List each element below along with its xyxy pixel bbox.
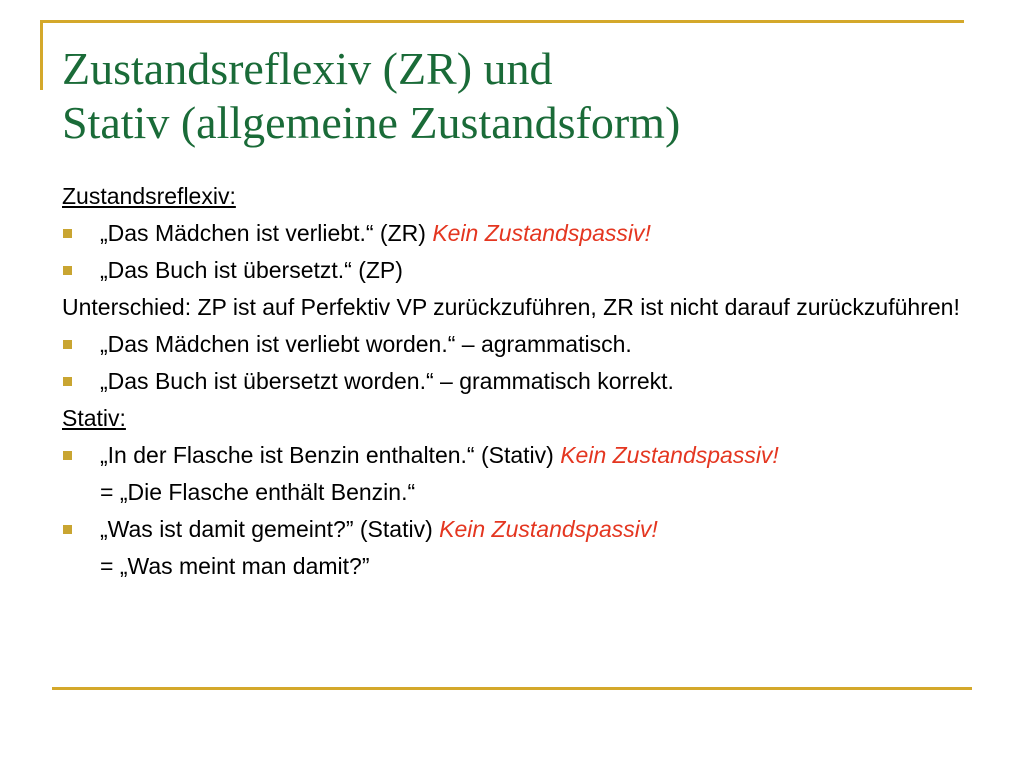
- top-rule: [40, 20, 964, 23]
- example-text: „Das Buch ist übersetzt worden.“ – grammatisch korrekt.: [100, 368, 674, 394]
- slide-title: [62, 42, 680, 150]
- title-line-1: Zustandsreflexiv (ZR) und: [62, 43, 553, 94]
- difference-text: Unterschied: ZP ist auf Perfektiv VP zurückzuführen, ZR ist nicht darauf zurückzuführen!: [62, 294, 960, 320]
- example-text: „In der Flasche ist Benzin enthalten.“ (Stativ): [100, 442, 561, 468]
- slide-content: [62, 183, 982, 590]
- section-heading-stativ: Stativ:: [62, 405, 126, 431]
- title-line-2: Stativ (allgemeine Zustandsform): [62, 97, 681, 148]
- square-bullet-icon: [63, 525, 72, 534]
- square-bullet-icon: [63, 451, 72, 460]
- square-bullet-icon: [63, 229, 72, 238]
- example-text: „Das Buch ist übersetzt.“ (ZP): [100, 257, 403, 283]
- note-text: Kein Zustandspassiv!: [439, 516, 658, 542]
- paraphrase-text: = „Die Flasche enthält Benzin.“: [100, 479, 416, 505]
- bullet-item: [62, 220, 982, 247]
- example-text: „Was ist damit gemeint?” (Stativ): [100, 516, 440, 542]
- square-bullet-icon: [63, 377, 72, 386]
- square-bullet-icon: [63, 266, 72, 275]
- paraphrase-text: = „Was meint man damit?”: [100, 553, 370, 579]
- square-bullet-icon: [63, 340, 72, 349]
- left-rule: [40, 20, 43, 90]
- bullet-item: [62, 368, 982, 395]
- bullet-item: [62, 257, 982, 284]
- bullet-item: [62, 442, 982, 469]
- example-text: „Das Mädchen ist verliebt.“ (ZR): [100, 220, 433, 246]
- bullet-item: [62, 516, 982, 543]
- example-text: „Das Mädchen ist verliebt worden.“ – agrammatisch.: [100, 331, 632, 357]
- section-heading-zustandsreflexiv: Zustandsreflexiv:: [62, 183, 236, 209]
- bullet-item: [62, 331, 982, 358]
- bottom-rule: [52, 687, 972, 690]
- note-text: Kein Zustandspassiv!: [560, 442, 779, 468]
- note-text: Kein Zustandspassiv!: [432, 220, 651, 246]
